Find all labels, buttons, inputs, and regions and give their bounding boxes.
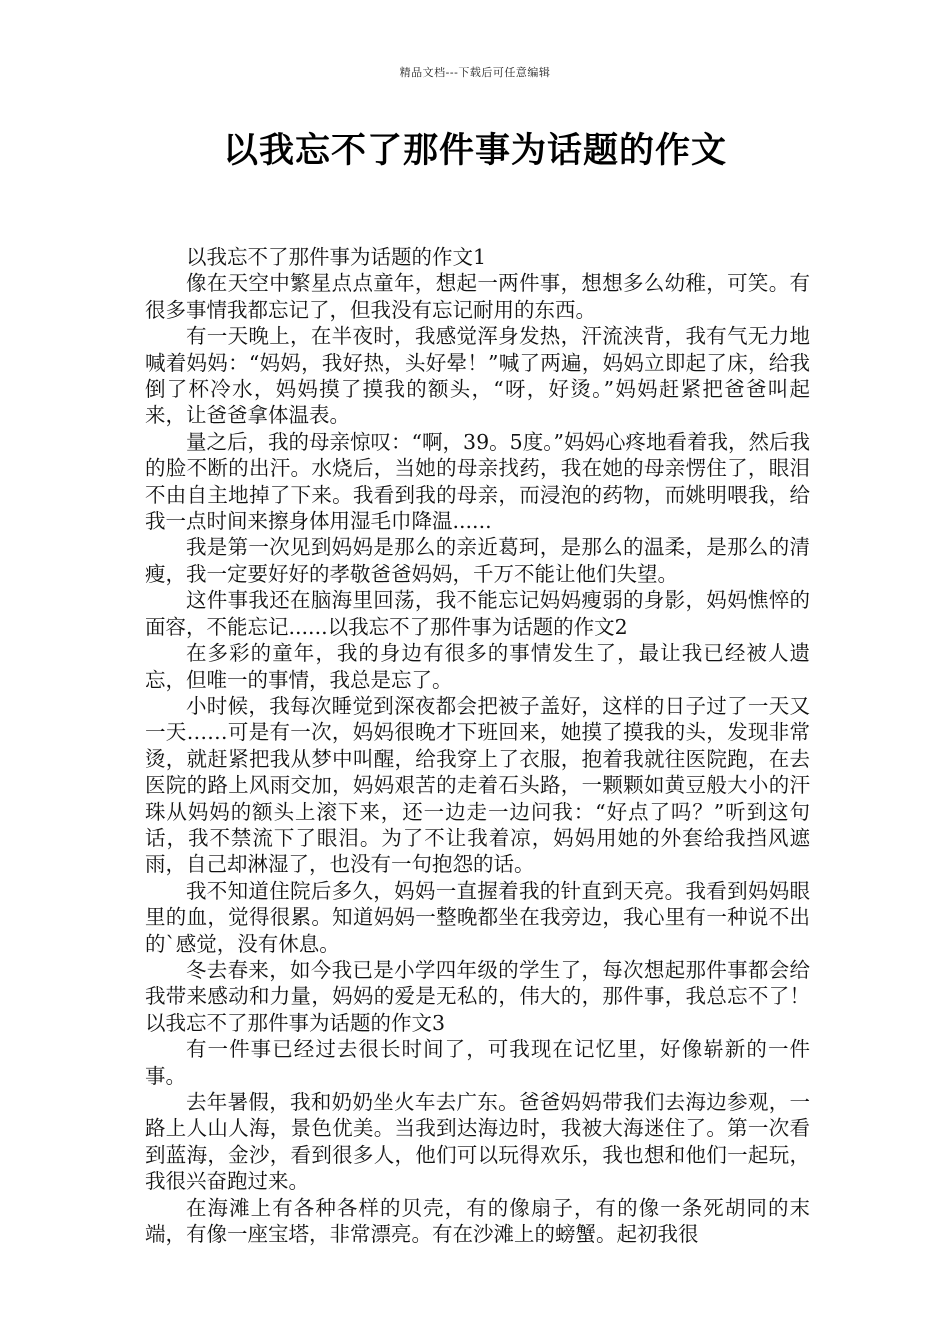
paragraph: 小时候，我每次睡觉到深夜都会把被子盖好，这样的日子过了一天又一天……可是有一次，妈妈很晚才下班回来，她摸了摸我的头，发现非常烫，就赶紧把我从梦中叫醒，给我穿上了衣服，抱着我就往医院跑，在去医院的路上风雨交加，妈妈艰苦的走着石头路，一颗颗如黄豆般大小的汗珠从妈妈的额头上滚下来，还一边走一边问我：“好点了吗？”听到这句话，我不禁流下了眼泪。为了不让我着凉，妈妈用她的外套给我挡风遮雨，自己却淋湿了，也没有一句抱怨的话。 [145, 693, 810, 877]
paragraph: 我是第一次见到妈妈是那么的亲近葛珂，是那么的温柔，是那么的清瘦，我一定要好好的孝敬爸爸妈妈，千万不能让他们失望。 [145, 535, 810, 586]
paragraph: 量之后，我的母亲惊叹：“啊，39。5度。”妈妈心疼地看着我，然后我的脸不断的出汗。水烧后，当她的母亲找药，我在她的母亲愣住了，眼泪不由自主地掉了下来。我看到我的母亲，而浸泡的药物，而姚明喂我，给我一点时间来擦身体用湿毛巾降温...... [145, 429, 810, 534]
paragraph: 去年暑假，我和奶奶坐火车去广东。爸爸妈妈带我们去海边参观，一路上人山人海，景色优美。当我到达海边时，我被大海迷住了。第一次看到蓝海，金沙，看到很多人，他们可以玩得欢乐，我也想和他们一起玩，我很兴奋跑过来。 [145, 1090, 810, 1194]
header-note: 精品文档---下载后可任意编辑 [399, 66, 551, 79]
paragraph: 在海滩上有各种各样的贝壳，有的像扇子，有的像一条死胡同的末端，有像一座宝塔，非常漂亮。有在沙滩上的螃蟹。起初我很 [145, 1195, 810, 1247]
paragraph: 这件事我还在脑海里回荡，我不能忘记妈妈瘦弱的身影，妈妈憔悴的面容，不能忘记......以我忘不了那件事为话题的作文2 [145, 588, 810, 639]
paragraph: 以我忘不了那件事为话题的作文1 [186, 245, 487, 269]
paragraph: 有一天晚上，在半夜时，我感觉浑身发热，汗流浃背，我有气无力地喊着妈妈：“妈妈，我好热，头好晕！”喊了两遍，妈妈立即起了床，给我倒了杯冷水，妈妈摸了摸我的额头，“呀，好烫。”妈妈赶紧把爸爸叫起来，让爸爸拿体温表。 [145, 324, 810, 428]
paragraph: 有一件事已经过去很长时间了，可我现在记忆里，好像崭新的一件事。 [145, 1037, 810, 1088]
paragraph: 冬去春来，如今我已是小学四年级的学生了，每次想起那件事都会给我带来感动和力量，妈妈的爱是无私的，伟大的，那件事，我总忘不了！以我忘不了那件事为话题的作文3 [145, 957, 810, 1035]
document-body [145, 244, 810, 1247]
paragraph: 像在天空中繁星点点童年，想起一两件事，想想多么幼稚，可笑。有很多事情我都忘记了，但我没有忘记耐用的东西。 [145, 271, 810, 322]
paragraph: 我不知道住院后多久，妈妈一直握着我的针直到天亮。我看到妈妈眼里的血，觉得很累。知道妈妈一整晚都坐在我旁边，我心里有一种说不出的`感觉，没有休息。 [145, 878, 810, 956]
document-title: 以我忘不了那件事为话题的作文 [222, 131, 727, 171]
paragraph: 在多彩的童年，我的身边有很多的事情发生了，最让我已经被人遗忘，但唯一的事情，我总是忘了。 [145, 641, 810, 692]
